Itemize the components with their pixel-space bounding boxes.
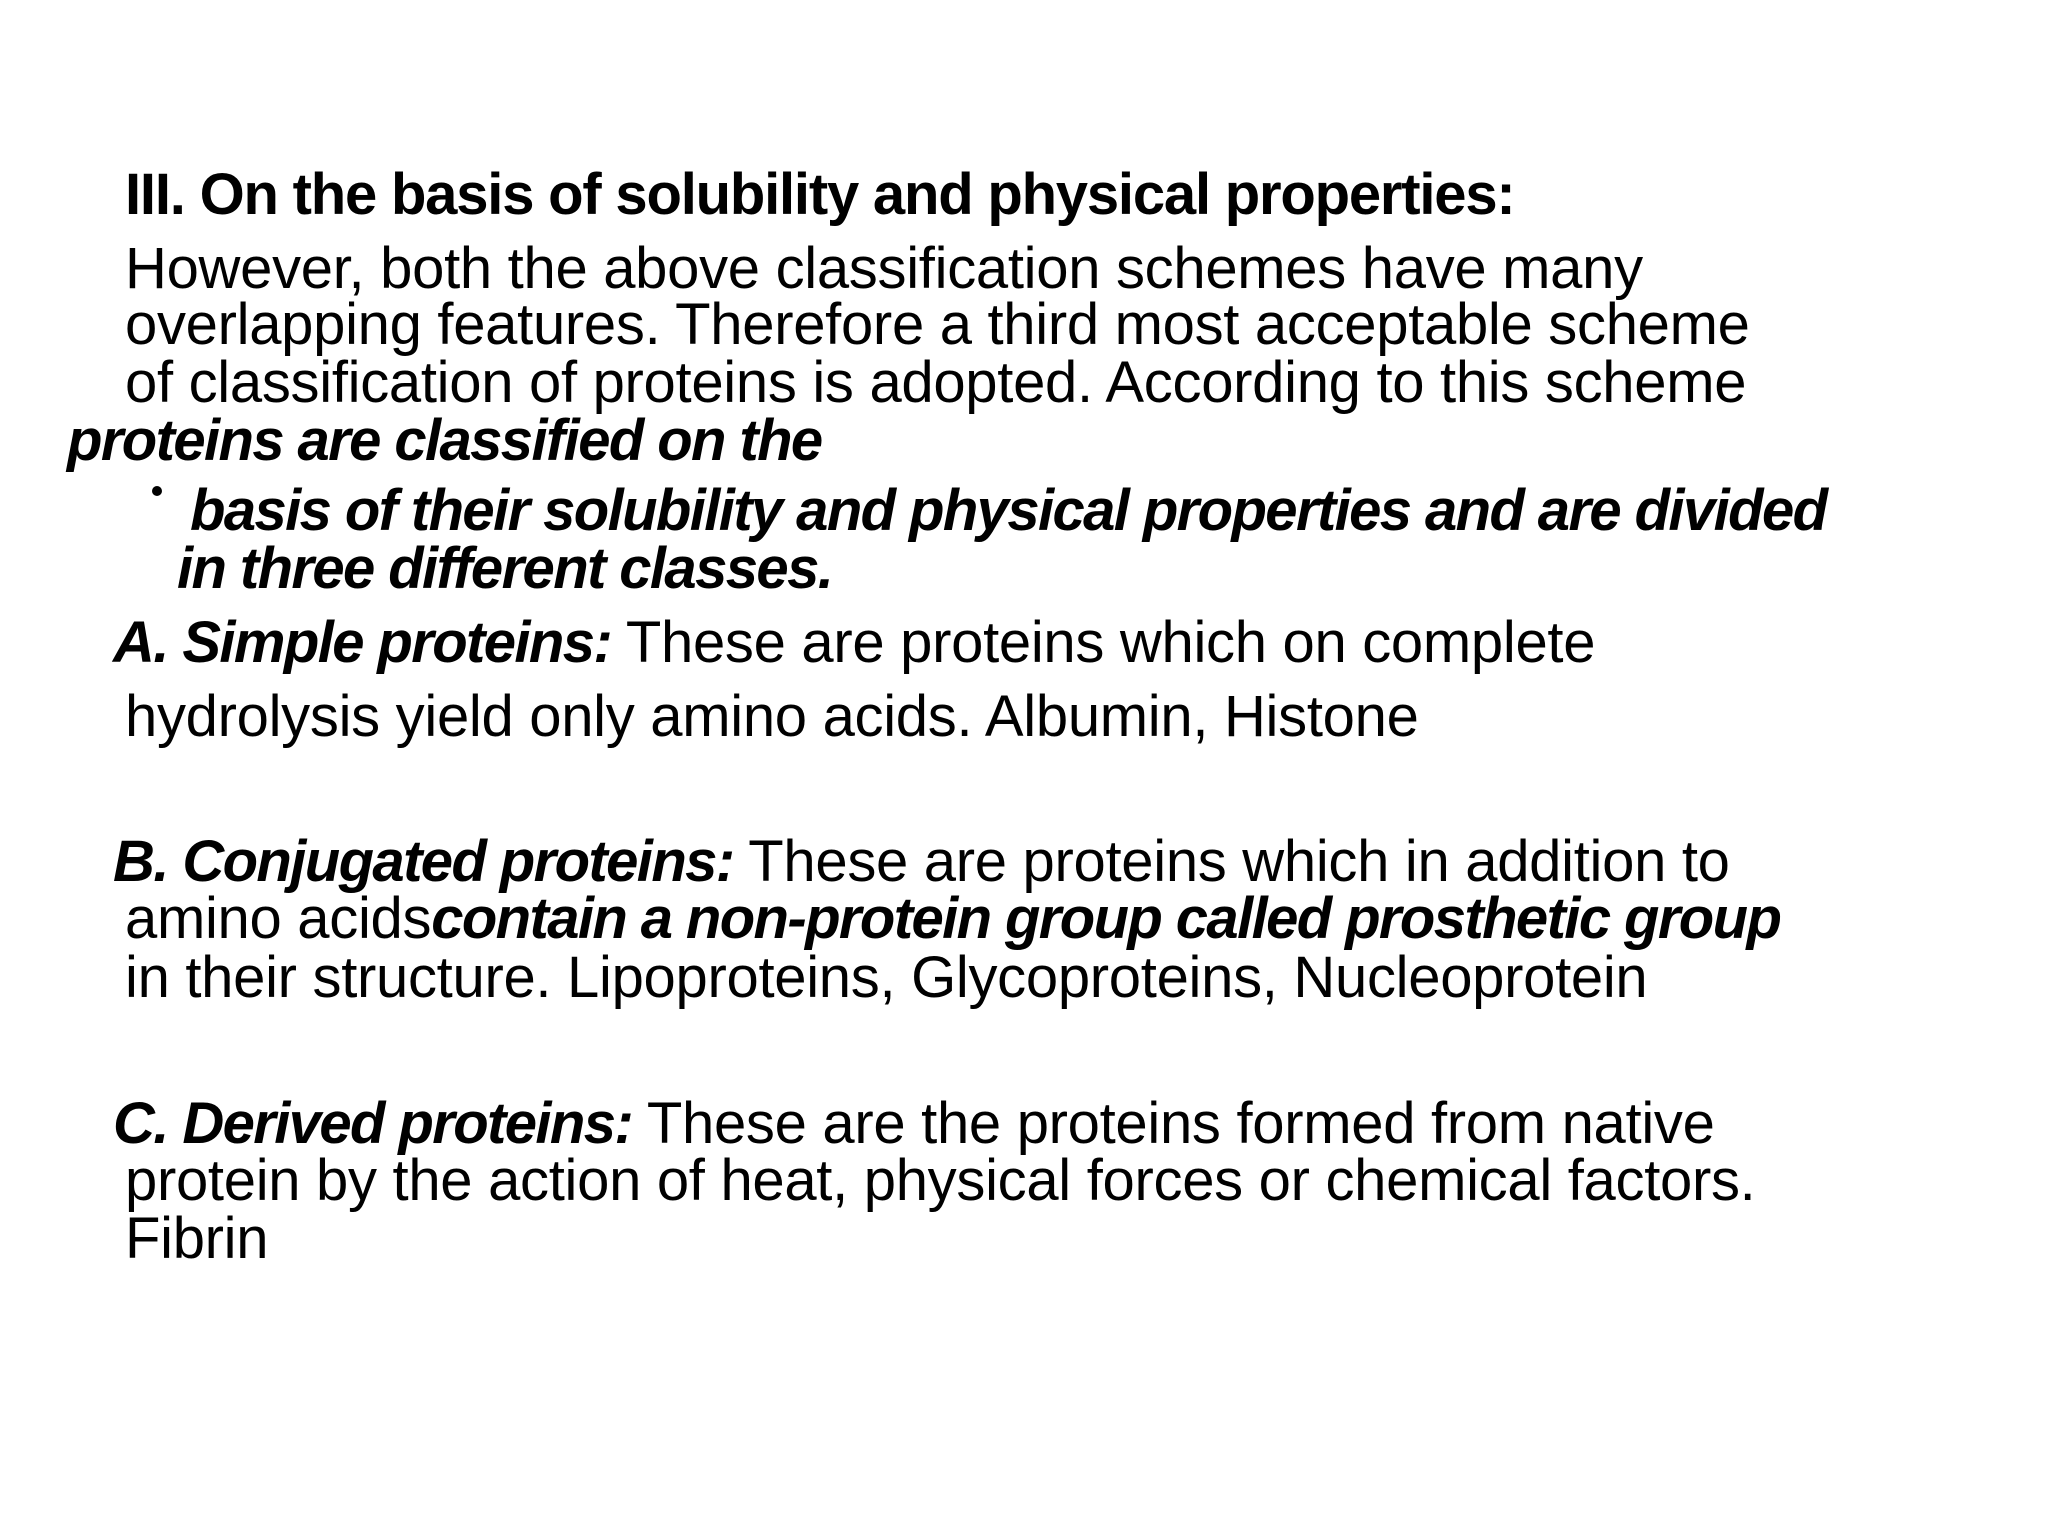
conjugated-prefix: amino acids [125, 886, 432, 951]
simple-proteins-text: These are proteins which on complete [611, 610, 1596, 675]
conjugated-proteins-line-1 [113, 829, 1730, 894]
intro-line-1: However, both the above classification schemes have many [125, 236, 1643, 301]
conjugated-proteins-label: B. Conjugated proteins: [113, 829, 734, 894]
derived-proteins-label: C. Derived proteins: [113, 1091, 633, 1156]
conjugated-proteins-line-3: in their structure. Lipoproteins, Glycoproteins, Nucleoprotein [125, 945, 1648, 1010]
conjugated-proteins-line-2 [125, 886, 1781, 951]
bullet-line-1: basis of their solubility and physical properties and are divided [190, 478, 1827, 543]
conjugated-emphasis: contain a non-protein group called prosthetic group [431, 886, 1781, 951]
bullet-dot [152, 486, 162, 496]
conjugated-proteins-text: These are proteins which in addition to [733, 829, 1730, 894]
derived-proteins-line-2: protein by the action of heat, physical forces or chemical factors. [125, 1148, 1756, 1213]
intro-line-3: of classification of proteins is adopted. According to this scheme [125, 350, 1747, 415]
derived-proteins-text: These are the proteins formed from native [632, 1091, 1715, 1156]
derived-proteins-line-3: Fibrin [125, 1206, 269, 1271]
simple-proteins-label: A. Simple proteins: [113, 610, 612, 675]
intro-emphasis: proteins are classified on the [67, 408, 822, 473]
simple-proteins-line-1 [113, 610, 1596, 675]
section-heading: III. On the basis of solubility and physical properties: [125, 162, 1515, 227]
derived-proteins-line-1 [113, 1091, 1715, 1156]
bullet-line-2: in three different classes. [177, 536, 833, 601]
simple-proteins-line-2: hydrolysis yield only amino acids. Albumin, Histone [125, 684, 1419, 749]
intro-line-2: overlapping features. Therefore a third most acceptable scheme [125, 292, 1750, 357]
